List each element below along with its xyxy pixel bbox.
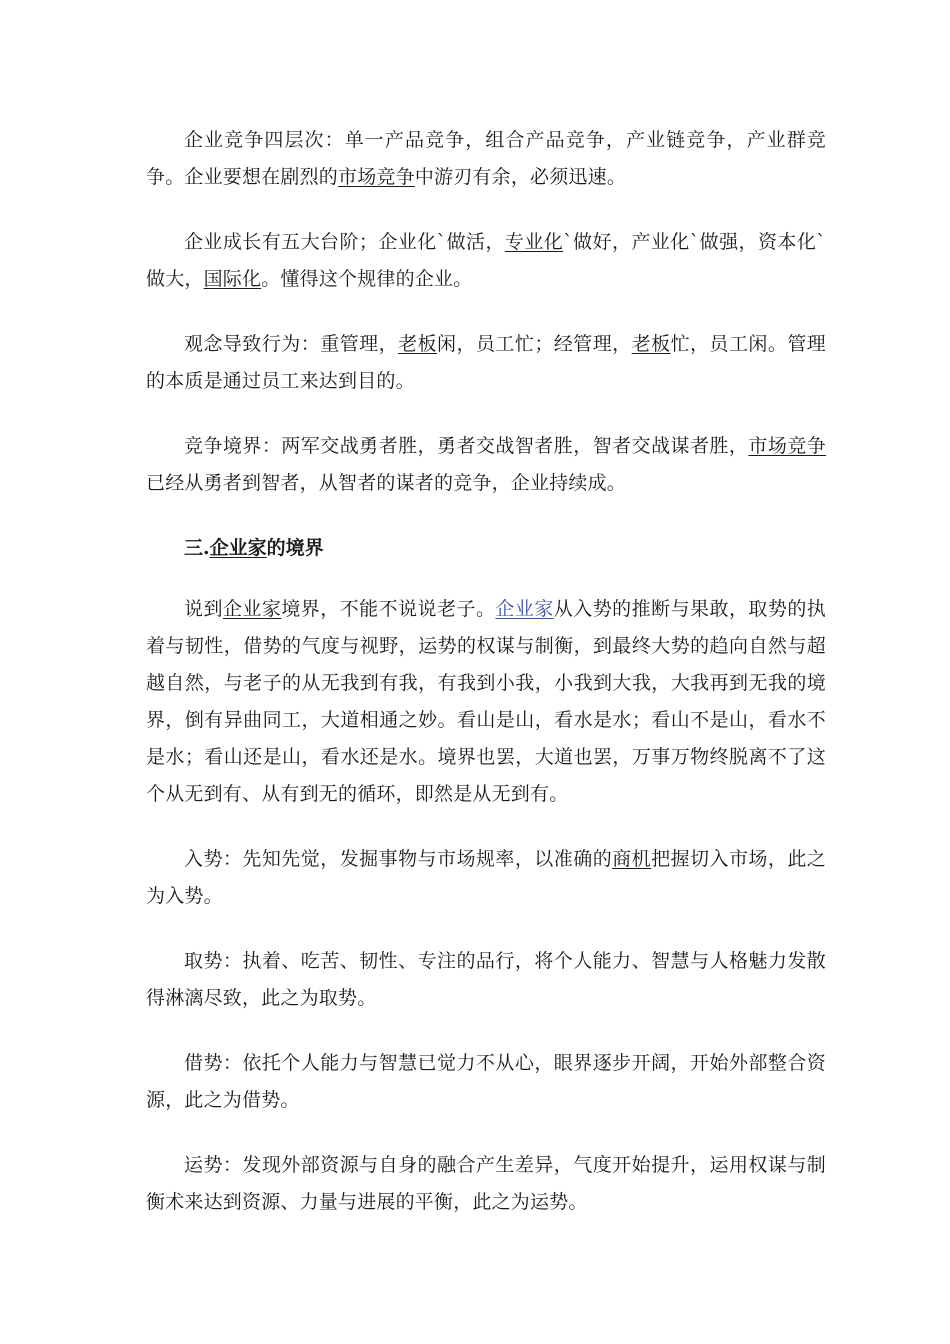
paragraph-entrepreneur-realm xyxy=(146,591,826,813)
paragraph-growth-steps xyxy=(146,224,826,298)
text: 把握切入市场，此之为入势。 xyxy=(146,848,827,907)
document-page xyxy=(146,122,826,1249)
text: 运势：发现外部资源与自身的融合产生差异，气度开始提升，运用权谋与制衡术来达到资源、力量与进展的平衡，此之为运势。 xyxy=(146,1154,826,1213)
boss-link[interactable]: 老板 xyxy=(631,333,671,355)
market-competition-link[interactable]: 市场竞争 xyxy=(748,435,826,457)
paragraph-borrowing-momentum xyxy=(146,1045,826,1119)
heading-text: 的境界 xyxy=(266,537,324,559)
text: 借势：依托个人能力与智慧已觉力不从心，眼界逐步开阔，开始外部整合资源，此之为借势。 xyxy=(146,1052,826,1111)
text: 已经从勇者到智者，从智者的谋者的竞争，企业持续成。 xyxy=(146,472,627,494)
text: 企业竞争四层次：单一产品竞争，组合产品竞争，产业链竞争，产业群竞争。企业要想在剧烈的 xyxy=(146,129,826,188)
text: 说到 xyxy=(184,598,223,620)
heading-number: 三. xyxy=(184,537,210,559)
paragraph-operating-momentum xyxy=(146,1147,826,1221)
text: 忙，员工闲。管理的本质是通过员工来达到目的。 xyxy=(146,333,827,392)
market-competition-link[interactable]: 市场竞争 xyxy=(338,166,415,188)
text: 竞争境界：两军交战勇者胜，勇者交战智者胜，智者交战谋者胜， xyxy=(184,435,749,457)
text: 。懂得这个规律的企业。 xyxy=(261,268,473,290)
text: 从入势的推断与果敢，取势的执着与韧性，借势的气度与视野，运势的权谋与制衡，到最终大势的趋向自然与超越自然，与老子的从无我到有我，有我到小我，小我到大我，大我再到无我的境界，倒有异曲同工，大道相通之妙。看山是山，看水是水；看山不是山，看水不是水；看山还是山，看水还是水。境界也罢，大道也罢，万事万物终脱离不了这个从无到有、从有到无的循环，即然是从无到有。 xyxy=(146,598,826,805)
text: 中游刃有余，必须迅速。 xyxy=(414,166,627,188)
text: 企业成长有五大台阶；企业化`做活， xyxy=(184,231,505,253)
paragraph-competition-levels xyxy=(146,122,826,196)
text: 闲，员工忙；经管理， xyxy=(437,333,632,355)
text: 入势：先知先觉，发掘事物与市场规率，以准确的 xyxy=(184,848,613,870)
entrepreneur-link[interactable]: 企业家 xyxy=(222,598,282,620)
paragraph-taking-momentum xyxy=(146,943,826,1017)
text: 境界，不能不说说老子。 xyxy=(281,598,496,620)
business-opportunity-link[interactable]: 商机 xyxy=(612,848,652,870)
text: 取势：执着、吃苦、韧性、专注的品行，将个人能力、智慧与人格魅力发散得淋漓尽致，此之为取势。 xyxy=(146,950,826,1009)
paragraph-concept-behavior xyxy=(146,326,826,400)
boss-link[interactable]: 老板 xyxy=(398,333,438,355)
paragraph-competition-realm xyxy=(146,428,826,502)
section-heading xyxy=(146,530,826,567)
paragraph-entering-momentum xyxy=(146,841,826,915)
entrepreneur-link[interactable]: 企业家 xyxy=(209,537,267,559)
text: `做好，产业化`做强，资本化`做大， xyxy=(146,231,826,290)
specialization-link[interactable]: 专业化 xyxy=(504,231,564,253)
text: 观念导致行为：重管理， xyxy=(184,333,399,355)
entrepreneur-link[interactable]: 企业家 xyxy=(495,598,554,620)
internationalization-link[interactable]: 国际化 xyxy=(203,268,262,290)
